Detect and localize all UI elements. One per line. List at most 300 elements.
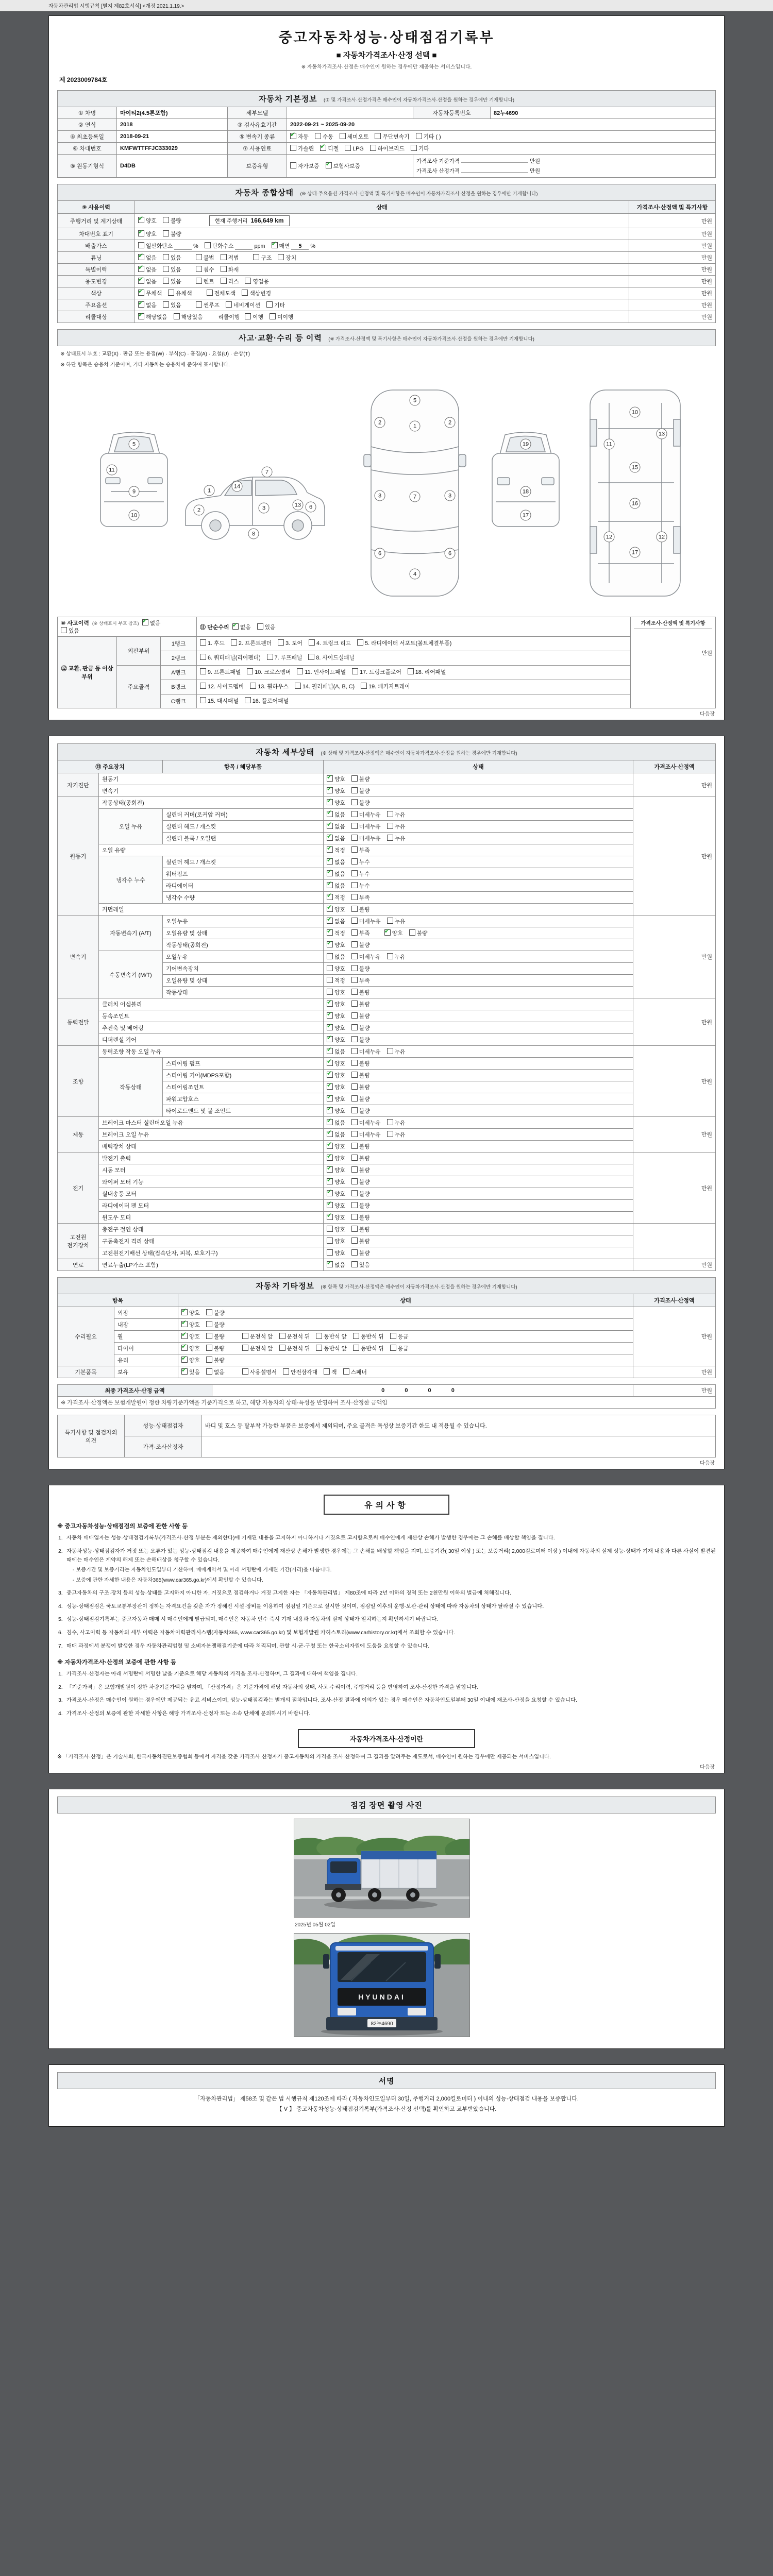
checkbox[interactable] (351, 1178, 358, 1184)
checkbox[interactable] (232, 623, 239, 630)
checkbox[interactable] (327, 1060, 333, 1066)
option-세미오토: 세미오토 (340, 134, 369, 140)
checkbox[interactable] (138, 254, 144, 260)
checkbox[interactable] (327, 811, 333, 817)
checkbox[interactable] (168, 290, 174, 296)
checkbox[interactable] (327, 894, 333, 900)
checkbox[interactable] (327, 1214, 333, 1220)
option-불량: 불량 (351, 1215, 370, 1221)
checkbox[interactable] (387, 918, 393, 924)
checkbox[interactable] (309, 639, 315, 646)
license-plate-text: 82누4690 (371, 2021, 393, 2027)
checkbox[interactable] (327, 906, 333, 912)
checkbox[interactable] (327, 1131, 333, 1137)
part-marker-2 (375, 417, 385, 428)
option-불법: 불법 (196, 255, 214, 261)
checkbox[interactable] (138, 266, 144, 272)
checkbox[interactable] (181, 1321, 188, 1327)
notice-item: 3. 중고자동차의 구조·장치 등의 성능·상태를 고지하지 아니한 자, 거짓으로 점검하거나 거짓 고지한 자는 「자동차관리법」 제80조에 따라 2년 이하의 징역 또는 2천만원 이하의 벌금에 처해집니다. (58, 1590, 511, 1596)
checkbox[interactable] (327, 870, 333, 876)
checkbox[interactable] (316, 1333, 322, 1339)
checkbox[interactable] (290, 145, 296, 151)
checkbox[interactable] (327, 1024, 333, 1030)
checkbox[interactable] (351, 941, 358, 947)
checkbox[interactable] (351, 894, 358, 900)
part-marker-6 (375, 548, 385, 558)
checkbox[interactable] (351, 1166, 358, 1173)
checkbox[interactable] (351, 835, 358, 841)
section-detail-title: 자동차 세부상태 (256, 748, 314, 757)
checkbox[interactable] (327, 989, 333, 995)
checkbox[interactable] (327, 965, 333, 971)
option-썬루프: 썬루프 (196, 302, 220, 309)
checkbox[interactable] (297, 668, 303, 674)
checkbox[interactable] (327, 1226, 333, 1232)
option-기타 ( ): 기타 ( ) (416, 134, 441, 140)
misc-row: 타이어 ✔ 양호 불량 운전석 앞 운전석 뒤 동반석 앞 동반석 뒤 응급 (58, 1343, 716, 1354)
checkbox[interactable] (283, 1368, 289, 1375)
accident-history-row: ⑩ 사고이력 (※ 상태표시 부호 참조) ✔ 없음있음 ⑪ 단순수리 ✔ 없음 있음 가격조사·산정액 및 특기사항 만원 (58, 617, 716, 637)
notice-item: 6. 침수, 사고이력 등 자동차의 세부 이력은 자동차이력관리시스템(자동차365, www.car365.go.kr) 및 보험개발원 카히스토리(www.carhistory.or.kr)에서 조회할 수 있습니다. (58, 1630, 455, 1636)
regno-label: 자동차등록번호 (413, 107, 491, 119)
checkbox[interactable] (351, 1143, 358, 1149)
checkbox[interactable] (351, 989, 358, 995)
checkbox[interactable] (390, 1345, 396, 1351)
option-불량: 불량 (351, 990, 370, 996)
checkbox[interactable] (196, 254, 202, 260)
checkbox[interactable] (270, 313, 276, 319)
option-운전석 뒤: 운전석 뒤 (279, 1334, 310, 1340)
svg-text:9: 9 (132, 488, 136, 495)
checkbox[interactable] (163, 266, 169, 272)
option-불량: 불량 (351, 1013, 370, 1020)
checkbox[interactable] (327, 953, 333, 959)
checkbox[interactable] (279, 1345, 285, 1351)
checkbox[interactable] (181, 1368, 188, 1375)
notices-title: 유의사항 (324, 1495, 449, 1515)
checkbox[interactable] (327, 1036, 333, 1042)
photo-date: 2025년 05월 02일 (295, 1922, 336, 1928)
checkbox[interactable] (327, 1107, 333, 1113)
checkbox[interactable] (327, 1190, 333, 1196)
checkbox[interactable] (315, 133, 321, 139)
detail-row: 배력장치 상태 ✔ 양호 불량 (58, 1141, 716, 1153)
checkbox[interactable] (351, 1036, 358, 1042)
checkbox[interactable] (411, 145, 417, 151)
checkbox[interactable] (351, 1249, 358, 1256)
checkbox[interactable] (226, 301, 232, 308)
checkbox[interactable] (327, 1143, 333, 1149)
checkbox[interactable] (387, 835, 393, 841)
option-보험사보증: ✔ 보험사보증 (326, 163, 360, 170)
checkbox[interactable] (353, 1333, 359, 1339)
checkbox[interactable] (221, 254, 227, 260)
checkbox[interactable] (138, 278, 144, 284)
checkbox[interactable] (351, 1190, 358, 1196)
checkbox[interactable] (181, 1309, 188, 1315)
checkbox[interactable] (242, 1368, 248, 1375)
checkbox[interactable] (163, 254, 169, 260)
detail-row: 추진축 및 베어링 ✔ 양호 불량 (58, 1022, 716, 1034)
checkbox[interactable] (351, 1048, 358, 1054)
option-침수: 침수 (196, 267, 214, 273)
remarks-title: 특기사항 및 점검자의 의견 (58, 1415, 125, 1458)
option-LPG: LPG (345, 146, 364, 152)
checkbox[interactable] (327, 846, 333, 853)
option-미세누유: 미세누유 (351, 1049, 381, 1055)
col-misc-state: 상태 (178, 1294, 633, 1307)
checkbox[interactable] (416, 133, 422, 139)
exchange-row: 2랭크 6. 쿼터패널(리어펜더) 7. 루프패널 8. 사이드실패널 (58, 651, 716, 665)
checkbox[interactable] (142, 619, 148, 625)
checkbox[interactable] (181, 1345, 188, 1351)
page-4 (48, 1789, 725, 2049)
checkbox[interactable] (351, 846, 358, 853)
checkbox[interactable] (295, 683, 301, 689)
checkbox[interactable] (231, 639, 237, 646)
checkbox[interactable] (351, 953, 358, 959)
checkbox[interactable] (387, 1131, 393, 1137)
checkbox[interactable] (163, 278, 169, 284)
checkbox[interactable] (327, 977, 333, 983)
checkbox[interactable] (327, 1048, 333, 1054)
option-자가보증: 자가보증 (290, 163, 320, 170)
checkbox[interactable] (290, 162, 296, 168)
checkbox[interactable] (351, 1095, 358, 1101)
checkbox[interactable] (266, 301, 273, 308)
part-marker-15 (630, 462, 640, 472)
checkbox[interactable] (200, 668, 206, 674)
brand-logo-text: HYUNDAI (358, 1993, 406, 2002)
checkbox[interactable] (138, 230, 144, 236)
checkbox[interactable] (351, 799, 358, 805)
checkbox[interactable] (279, 1333, 285, 1339)
detail-row: 실내송풍 모터 ✔ 양호 불량 (58, 1188, 716, 1200)
checkbox[interactable] (206, 1321, 212, 1327)
option-양호: 양호 (327, 966, 345, 972)
option-양호: ✔ 양호 (327, 1002, 345, 1008)
part-marker-13 (657, 429, 667, 439)
transmission-label: ⑤ 변속기 종류 (228, 131, 287, 143)
checkbox[interactable] (250, 683, 256, 689)
option-19. 패키지트레이: 19. 패키지트레이 (361, 684, 410, 690)
checkbox[interactable] (163, 217, 169, 223)
checkbox[interactable] (351, 1060, 358, 1066)
car-name-label: ① 차명 (58, 107, 117, 119)
option-구조: 구조 (253, 255, 272, 261)
checkbox[interactable] (351, 787, 358, 793)
checkbox[interactable] (327, 941, 333, 947)
option-불량: 불량 (351, 1167, 370, 1174)
misc-row: 기본품목 보유 ✔ 있음 없음 사용설명서 안전삼각대 잭 스패너 만원 (58, 1366, 716, 1378)
checkbox[interactable] (327, 1249, 333, 1256)
checkbox[interactable] (267, 654, 273, 660)
checkbox[interactable] (138, 290, 144, 296)
checkbox[interactable] (290, 133, 296, 139)
checkbox[interactable] (245, 313, 251, 319)
part-marker-1 (410, 421, 420, 431)
checkbox[interactable] (351, 811, 358, 817)
checkbox[interactable] (351, 1155, 358, 1161)
checkbox[interactable] (327, 1095, 333, 1101)
detail-row: 조향 동력조향 작동 오일 누유 ✔ 없음 미세누유 누유 만원 (58, 1046, 716, 1058)
notice-item: 4. 성능·상태점검은 국토교통부장관이 정하는 자격요건을 갖춘 자가 정해진 시설·장비를 이용하여 점검일 기준으로 실시한 것이며, 점검일 이후의 운행·보관·관리 상태에 따라 자동차의 상태가 달라질 수 있습니다. (58, 1603, 544, 1609)
option-미세누유: 미세누유 (351, 919, 381, 925)
col-device: ⑬ 주요장치 (58, 760, 163, 773)
comp-row: 용도변경 ✔ 없음 있음 렌트 리스 영업용 만원 (58, 276, 716, 287)
checkbox[interactable] (320, 145, 326, 151)
comp-row: 리콜대상 ✔ 해당없음 해당있음 리콜이행 이행 미이행 만원 (58, 311, 716, 323)
part-marker-3 (375, 490, 385, 501)
option-양호: 양호 (327, 990, 345, 996)
doc-note: ※ 자동차가격조사·산정은 매수인이 원하는 경우에만 제공하는 서비스입니다. (301, 64, 472, 70)
checkbox[interactable] (327, 1001, 333, 1007)
checkbox[interactable] (206, 1368, 212, 1375)
svg-text:11: 11 (606, 441, 612, 448)
checkbox[interactable] (327, 775, 333, 782)
checkbox[interactable] (351, 977, 358, 983)
checkbox[interactable] (242, 1333, 248, 1339)
checkbox[interactable] (138, 301, 144, 308)
checkbox[interactable] (351, 823, 358, 829)
checkbox[interactable] (351, 1238, 358, 1244)
part-marker-11 (604, 439, 614, 449)
detail-row: 라디에이터 ✔ 없음 누수 (58, 880, 716, 892)
checkbox[interactable] (343, 1368, 349, 1375)
checkbox[interactable] (352, 668, 358, 674)
checkbox[interactable] (351, 906, 358, 912)
checkbox[interactable] (316, 1345, 322, 1351)
checkbox[interactable] (324, 1368, 330, 1375)
checkbox[interactable] (351, 965, 358, 971)
svg-text:10: 10 (631, 409, 638, 416)
checkbox[interactable] (351, 1001, 358, 1007)
checkbox[interactable] (387, 811, 393, 817)
option-양호: ✔ 양호 (327, 942, 345, 948)
checkbox[interactable] (351, 1012, 358, 1019)
checkbox[interactable] (351, 929, 358, 936)
checkbox[interactable] (138, 217, 144, 223)
checkbox[interactable] (200, 683, 206, 689)
checkbox[interactable] (327, 1238, 333, 1244)
checkbox[interactable] (327, 918, 333, 924)
checkbox[interactable] (387, 823, 393, 829)
option-있음: 있음 (351, 1262, 370, 1268)
col-item: 항목 / 해당부품 (163, 760, 324, 773)
part-marker-14 (232, 481, 242, 492)
checkbox[interactable] (61, 627, 67, 633)
detail-row: 시동 모터 ✔ 양호 불량 (58, 1164, 716, 1176)
section-accident-title: 사고·교환·수리 등 이력 (239, 334, 322, 343)
checkbox[interactable] (278, 254, 284, 260)
checkbox[interactable] (351, 1131, 358, 1137)
option-양호: ✔ 양호 (327, 1025, 345, 1031)
checkbox[interactable] (351, 1226, 358, 1232)
checkbox[interactable] (138, 313, 144, 319)
checkbox[interactable] (327, 1155, 333, 1161)
checkbox[interactable] (327, 1119, 333, 1125)
option-네비게이션: 네비게이션 (226, 302, 260, 309)
detail-row: 오일유량 및 상태 적정 부족 (58, 975, 716, 987)
checkbox[interactable] (345, 145, 351, 151)
checkbox[interactable] (206, 1333, 212, 1339)
option-없음: ✔ 없음 (327, 1120, 345, 1126)
checkbox[interactable] (351, 1083, 358, 1090)
checkbox[interactable] (351, 918, 358, 924)
section-basic-title: 자동차 기본정보 (258, 95, 317, 104)
option-양호: ✔ 양호 (384, 930, 403, 937)
checkbox[interactable] (357, 639, 363, 646)
checkbox[interactable] (181, 1333, 188, 1339)
notice-item: 1. 가격조사·산정자는 아래 서명란에 서명한 날을 기준으로 해당 자동차의 가격을 조사·산정하며, 그 결과에 대하여 책임을 집니다. (58, 1671, 358, 1677)
checkbox[interactable] (327, 1012, 333, 1019)
checkbox[interactable] (327, 823, 333, 829)
checkbox[interactable] (196, 266, 202, 272)
detail-row: 변속기 자동변속기 (A/T) 오일누유 ✔ 없음 미세누유 누유 만원 (58, 916, 716, 927)
checkbox[interactable] (387, 1119, 393, 1125)
checkbox[interactable] (245, 278, 251, 284)
option-적정: 적정 (327, 978, 345, 984)
checkbox[interactable] (253, 254, 259, 260)
checkbox[interactable] (327, 1261, 333, 1267)
checkbox[interactable] (206, 1309, 212, 1315)
final-price-note: ※ 가격조사·산정액은 보험개발원이 정한 차량기준가액을 기준가격으로 하고, 해당 자동차의 상태·특성을 반영하여 조사·산정한 금액임 (58, 1397, 716, 1409)
option-기타: 기타 (266, 302, 285, 309)
final-price-table (57, 1384, 716, 1409)
checkbox[interactable] (200, 654, 206, 660)
checkbox[interactable] (327, 1202, 333, 1208)
valid-label: ③ 검사유효기간 (228, 119, 287, 131)
checkbox[interactable] (221, 278, 227, 284)
section-comprehensive-title: 자동차 종합상태 (235, 189, 294, 197)
checkbox[interactable] (351, 870, 358, 876)
checkbox[interactable] (351, 775, 358, 782)
checkbox[interactable] (207, 290, 213, 296)
checkbox[interactable] (327, 835, 333, 841)
engine-label: ⑧ 원동기형식 (58, 155, 117, 178)
option-양호: ✔ 양호 (181, 1346, 200, 1352)
checkbox[interactable] (221, 266, 227, 272)
checkbox[interactable] (408, 668, 414, 674)
checkbox[interactable] (327, 787, 333, 793)
svg-text:14: 14 (233, 483, 241, 490)
misc-table (57, 1294, 716, 1378)
checkbox[interactable] (278, 639, 284, 646)
checkbox[interactable] (351, 1202, 358, 1208)
option-양호: ✔ 양호 (327, 1156, 345, 1162)
option-안전삼각대: 안전삼각대 (283, 1369, 317, 1376)
option-누수: 누수 (351, 871, 370, 877)
checkbox[interactable] (327, 929, 333, 936)
checkbox[interactable] (163, 301, 169, 308)
option-양호: 양호 (327, 1239, 345, 1245)
svg-text:2: 2 (197, 507, 201, 514)
option-미세누유: 미세누유 (351, 824, 381, 830)
checkbox[interactable] (370, 145, 376, 151)
checkbox[interactable] (409, 929, 415, 936)
checkbox[interactable] (200, 697, 206, 703)
checkbox[interactable] (205, 242, 211, 248)
checkbox[interactable] (326, 162, 332, 168)
checkbox[interactable] (196, 301, 202, 308)
checkbox[interactable] (353, 1345, 359, 1351)
option-디젤: ✔ 디젤 (320, 146, 339, 152)
option-불량: 불량 (351, 942, 370, 948)
checkbox[interactable] (247, 668, 253, 674)
checkbox[interactable] (351, 1119, 358, 1125)
checkbox[interactable] (242, 1345, 248, 1351)
svg-text:17: 17 (522, 512, 529, 519)
checkbox[interactable] (327, 1166, 333, 1173)
part-marker-4 (410, 569, 420, 579)
option-스패너: 스패너 (343, 1369, 367, 1376)
checkbox[interactable] (181, 1357, 188, 1363)
option-불량: 불량 (206, 1346, 225, 1352)
checkbox[interactable] (327, 1178, 333, 1184)
checkbox[interactable] (351, 1261, 358, 1267)
checkbox[interactable] (351, 1024, 358, 1030)
option-8. 사이드실패널: 8. 사이드실패널 (308, 655, 355, 661)
option-동반석 뒤: 동반석 뒤 (353, 1334, 384, 1340)
option-불량: 불량 (351, 1061, 370, 1067)
checkbox[interactable] (387, 1048, 393, 1054)
detail-row: 기어변속장치 양호 불량 (58, 963, 716, 975)
section-misc-header (57, 1277, 716, 1294)
checkbox[interactable] (340, 133, 346, 139)
checkbox[interactable] (361, 683, 367, 689)
doc-title: 중고자동차성능·상태점검기록부 (278, 30, 495, 45)
checkbox[interactable] (351, 1107, 358, 1113)
option-누유: 누유 (387, 919, 406, 925)
option-불량: 불량 (351, 907, 370, 913)
checkbox[interactable] (206, 1345, 212, 1351)
option-없음: ✔ 없음 (327, 1132, 345, 1138)
checkbox[interactable] (163, 230, 169, 236)
checkbox[interactable] (308, 654, 314, 660)
checkbox[interactable] (351, 882, 358, 888)
checkbox[interactable] (327, 1083, 333, 1090)
option-미세누유: 미세누유 (351, 954, 381, 960)
checkbox[interactable] (327, 1072, 333, 1078)
checkbox[interactable] (245, 697, 251, 703)
checkbox[interactable] (196, 278, 202, 284)
checkbox[interactable] (351, 1214, 358, 1220)
checkbox[interactable] (375, 133, 381, 139)
section-misc-title: 자동차 기타정보 (256, 1282, 314, 1291)
checkbox[interactable] (390, 1333, 396, 1339)
option-양호: ✔ 양호 (327, 1191, 345, 1197)
checkbox[interactable] (387, 953, 393, 959)
checkbox[interactable] (384, 929, 391, 936)
checkbox[interactable] (138, 242, 144, 248)
checkbox[interactable] (327, 882, 333, 888)
checkbox[interactable] (351, 858, 358, 865)
checkbox[interactable] (206, 1357, 212, 1363)
state-code-legend: ※ 상태표시 부호 : 교환(X) · 판금 또는 용접(W) · 부식(C) · 흠집(A) · 요철(U) · 손상(T) (60, 351, 250, 357)
option-수동: 수동 (315, 134, 333, 140)
checkbox[interactable] (327, 858, 333, 865)
checkbox[interactable] (200, 639, 206, 646)
checkbox[interactable] (327, 799, 333, 805)
checkbox[interactable] (351, 1072, 358, 1078)
option-누유: 누유 (387, 954, 406, 960)
checkbox[interactable] (242, 290, 248, 296)
checkbox[interactable] (174, 313, 180, 319)
checkbox[interactable] (257, 623, 263, 630)
option-하이브리드: 하이브리드 (370, 146, 405, 152)
checkbox[interactable] (272, 242, 278, 248)
svg-text:12: 12 (606, 534, 613, 540)
